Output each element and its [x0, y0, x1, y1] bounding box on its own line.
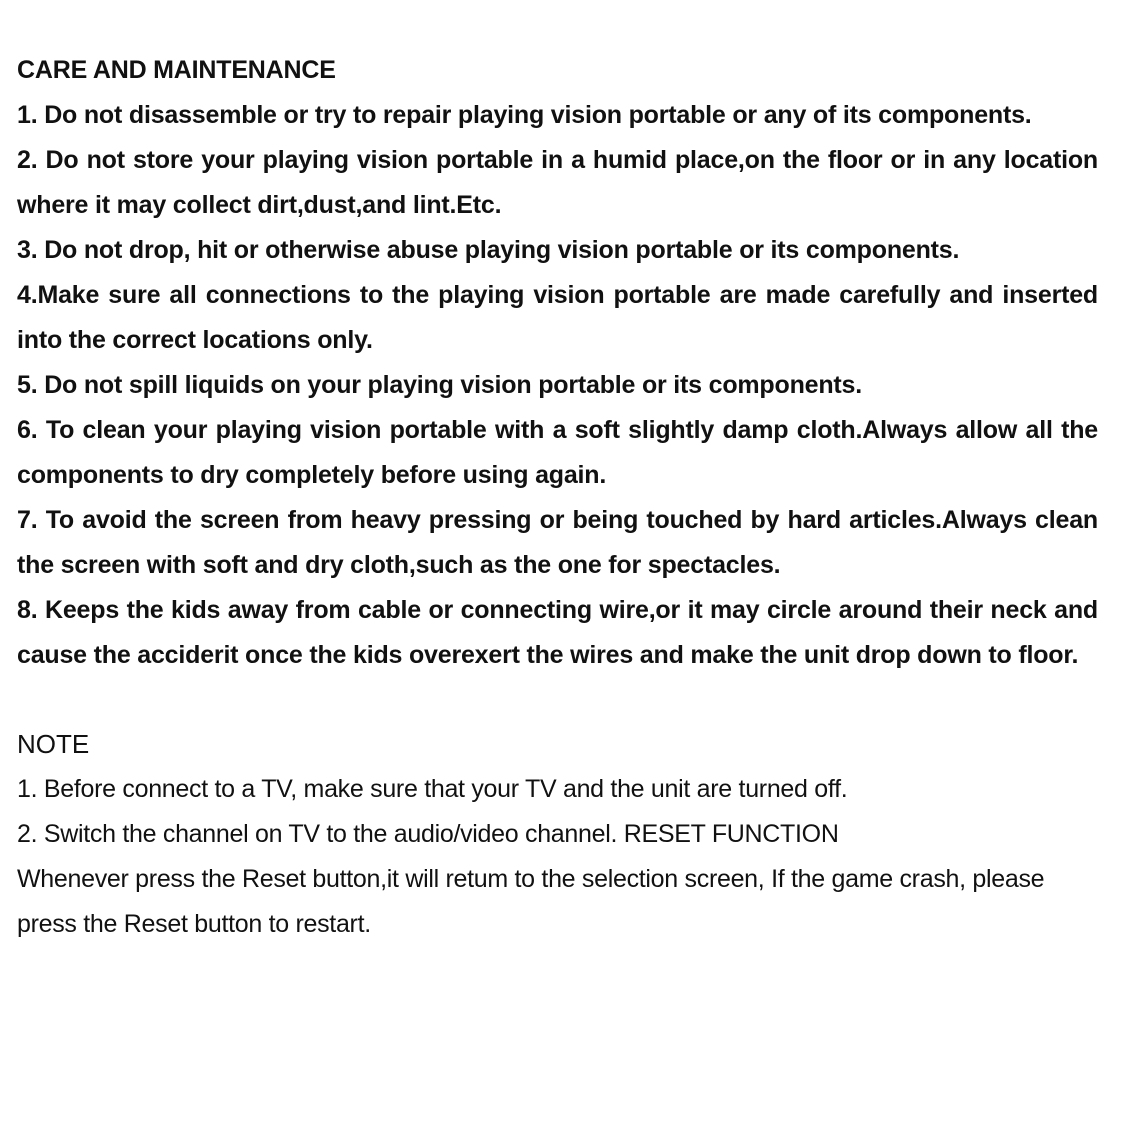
care-item-2: 2. Do not store your playing vision portable in a humid place,on the floor or in any location where it may collect dirt,dust,and lint.Etc.	[17, 146, 1098, 219]
note-heading: NOTE	[17, 729, 90, 759]
care-item-7: 7. To avoid the screen from heavy pressing or being touched by hard articles.Always clean the screen with soft and dry cloth,such as the one for spectacles.	[17, 506, 1098, 579]
care-item-3: 3. Do not drop, hit or otherwise abuse playing vision portable or its components.	[17, 236, 960, 264]
care-item-8: 8. Keeps the kids away from cable or connecting wire,or it may circle around their neck and cause the acciderit once the kids overexert the wires and make the unit drop down to floor.	[17, 596, 1098, 669]
note-section	[17, 722, 1098, 947]
care-item-1: 1. Do not disassemble or try to repair playing vision portable or any of its components.	[17, 101, 1032, 129]
care-maintenance-heading: CARE AND MAINTENANCE	[17, 56, 336, 84]
care-item-5: 5. Do not spill liquids on your playing vision portable or its components.	[17, 371, 862, 399]
care-item-6: 6. To clean your playing vision portable with a soft slightly damp cloth.Always allow all the components to dry completely before using again.	[17, 416, 1098, 489]
document-page	[17, 48, 1098, 947]
note-item-2: 2. Switch the channel on TV to the audio/video channel. RESET FUNCTION	[17, 820, 839, 848]
care-instructions-list	[17, 93, 1098, 678]
reset-function-text: Whenever press the Reset button,it will retum to the selection screen, If the game crash, please press the Reset button to restart.	[17, 865, 1045, 938]
note-item-1: 1. Before connect to a TV, make sure that your TV and the unit are turned off.	[17, 775, 848, 803]
care-item-4: 4.Make sure all connections to the playing vision portable are made carefully and inserted into the correct locations only.	[17, 281, 1098, 354]
